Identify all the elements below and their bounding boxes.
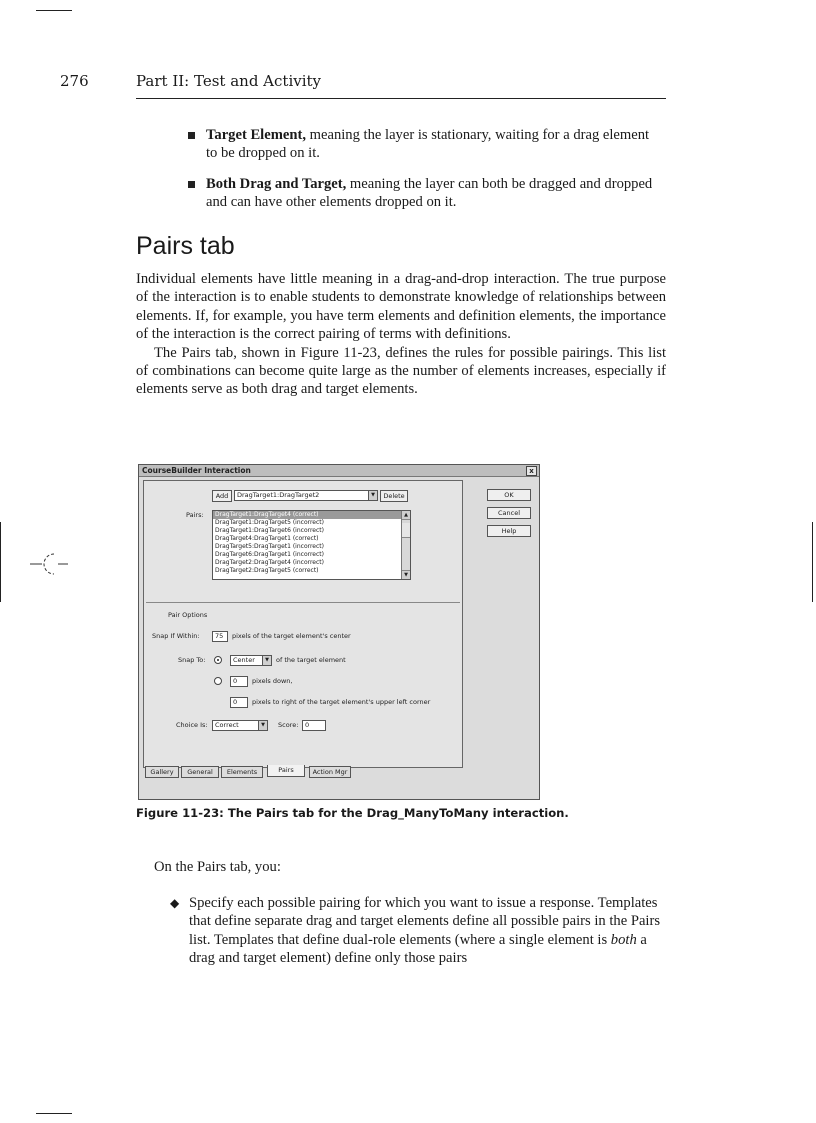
help-button[interactable]: Help [487, 525, 531, 537]
list-item [186, 126, 656, 163]
chevron-down-icon: ▼ [258, 721, 267, 730]
scroll-down-icon[interactable]: ▼ [402, 570, 410, 579]
square-bullet-icon [188, 181, 195, 188]
pixels-down-suffix: pixels down, [252, 677, 293, 685]
pair-options-label: Pair Options [168, 611, 208, 619]
choice-select[interactable] [212, 720, 268, 731]
registration-mark-icon [28, 548, 76, 580]
pairs-panel [143, 480, 463, 768]
section-heading: Pairs tab [136, 232, 235, 260]
tab-action-mgr[interactable]: Action Mgr [309, 766, 351, 778]
cancel-button[interactable]: Cancel [487, 507, 531, 519]
tab-gallery[interactable]: Gallery [145, 766, 179, 778]
list-item[interactable]: DragTarget4:DragTarget1 (correct) [215, 535, 319, 542]
bullet-text: Specify each possible pairing for which you want to issue a response. Templates that define separate drag and target elements define all possible pairs in the Pairs list. Templates that define dual-role elements (where a single element is [189, 895, 661, 948]
choice-value: Correct [215, 721, 239, 729]
pair-select-value: DragTarget1:DragTarget2 [237, 491, 320, 499]
tab-elements[interactable]: Elements [221, 766, 263, 778]
pair-select[interactable] [234, 490, 378, 501]
dialog-title: CourseBuilder Interaction [142, 466, 251, 475]
crop-mark-top-left [36, 10, 72, 11]
pairs-list[interactable] [212, 510, 411, 580]
diamond-bullet-icon: ◆ [170, 896, 180, 910]
term: Both Drag and Target, [206, 175, 347, 192]
pixels-down-input[interactable]: 0 [230, 676, 248, 687]
scrollbar[interactable] [401, 511, 410, 579]
body-text [136, 270, 666, 399]
term-description: meaning the layer can both be dragged and dropped and can have other elements dropped on it. [206, 175, 653, 211]
list-item[interactable]: DragTarget6:DragTarget1 (incorrect) [215, 551, 324, 558]
chevron-down-icon: ▼ [368, 491, 377, 500]
list-item[interactable]: DragTarget1:DragTarget6 (incorrect) [215, 527, 324, 534]
snap-within-label: Snap If Within: [152, 632, 200, 640]
snap-within-input[interactable]: 75 [212, 631, 228, 642]
crop-mark-right [812, 522, 813, 602]
square-bullet-icon [188, 132, 195, 139]
paragraph: Individual elements have little meaning in a drag-and-drop interaction. The true purpose of the interaction is to enable students to demonstrate knowledge of relationships between elements. If, for example, you have term elements and definition elements, the importance of the interaction is the correct pairing of terms with definitions. [136, 271, 666, 343]
dialog-screenshot [138, 464, 540, 800]
score-input[interactable]: 0 [302, 720, 326, 731]
list-item[interactable]: DragTarget5:DragTarget1 (incorrect) [215, 543, 324, 550]
pixels-right-input[interactable]: 0 [230, 697, 248, 708]
snap-to-label: Snap To: [178, 656, 206, 664]
add-button[interactable]: Add [212, 490, 232, 502]
crop-mark-left [0, 522, 1, 602]
figure-caption: Figure 11-23: The Pairs tab for the Drag_ManyToMany interaction. [136, 806, 569, 820]
list-item[interactable]: DragTarget1:DragTarget4 (correct) [213, 511, 410, 519]
close-icon[interactable]: x [526, 466, 537, 476]
score-label: Score: [278, 721, 299, 729]
pairs-tab-list [170, 894, 670, 968]
dialog-title-bar [139, 465, 539, 477]
element-type-list [186, 126, 656, 224]
snap-to-select[interactable] [230, 655, 272, 666]
list-item [186, 175, 656, 212]
ok-button[interactable]: OK [487, 489, 531, 501]
pixels-right-suffix: pixels to right of the target element's upper left corner [252, 698, 431, 706]
list-item [170, 894, 670, 968]
emphasis: both [610, 931, 637, 948]
list-item[interactable]: DragTarget2:DragTarget4 (incorrect) [215, 559, 324, 566]
tab-general[interactable]: General [181, 766, 219, 778]
scroll-thumb[interactable] [402, 523, 410, 538]
term-description: meaning the layer is stationary, waiting for a drag element to be dropped on it. [206, 127, 650, 162]
paragraph: On the Pairs tab, you: [154, 859, 281, 875]
pairs-label: Pairs: [186, 511, 204, 519]
paragraph: The Pairs tab, shown in Figure 11-23, defines the rules for possible pairings. This list of combinations can become quite large as the number of elements increases, especially if elements serve as both drag and target elements. [136, 344, 666, 398]
snap-to-value: Center [233, 656, 255, 664]
part-title: Part II: Test and Activity [136, 72, 322, 90]
bullet-text-end: a drag and target element) define only those pairs [189, 931, 647, 967]
divider [146, 602, 460, 603]
page-number: 276 [60, 72, 89, 90]
term: Target Element, [206, 127, 306, 143]
snap-to-radio-offset[interactable] [214, 677, 222, 685]
choice-label: Choice Is: [176, 721, 208, 729]
snap-to-suffix: of the target element [276, 656, 346, 664]
tab-pairs[interactable]: Pairs [267, 765, 305, 777]
delete-button[interactable]: Delete [380, 490, 408, 502]
snap-to-radio-center[interactable] [214, 656, 222, 664]
snap-within-suffix: pixels of the target element's center [232, 632, 351, 640]
chevron-down-icon: ▼ [262, 656, 271, 665]
list-item[interactable]: DragTarget2:DragTarget5 (correct) [215, 567, 319, 574]
running-header [60, 72, 666, 99]
scroll-up-icon[interactable]: ▲ [402, 511, 410, 520]
list-item[interactable]: DragTarget1:DragTarget5 (incorrect) [215, 519, 324, 526]
lead-in [154, 858, 554, 876]
crop-mark-bottom-left [36, 1113, 72, 1114]
